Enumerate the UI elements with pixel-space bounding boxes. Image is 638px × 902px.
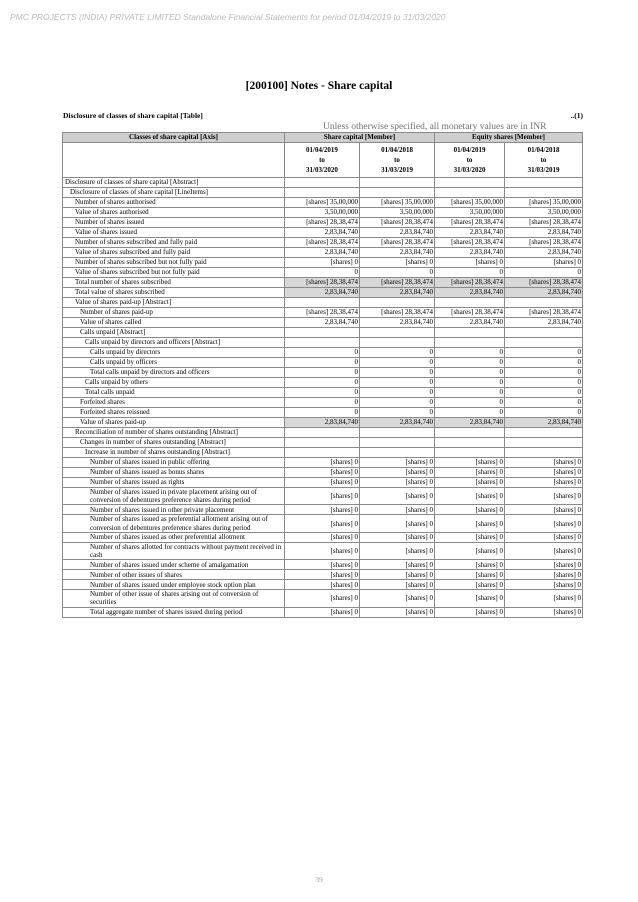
row-value: [shares] 0 [360, 478, 435, 488]
table-row [63, 288, 583, 298]
table-row [63, 368, 583, 378]
row-value: 2,83,84,740 [360, 318, 435, 328]
table-row [63, 428, 583, 438]
row-value: 2,83,84,740 [435, 318, 505, 328]
table-row [63, 268, 583, 278]
row-value [285, 298, 360, 308]
row-value: [shares] 0 [435, 607, 505, 617]
table-row [63, 580, 583, 590]
date-header: 01/04/2019 to 31/03/2020 [285, 143, 360, 178]
row-value [360, 178, 435, 188]
row-label: Value of shares issued [63, 228, 285, 238]
row-value: [shares] 0 [285, 505, 360, 515]
table-row [63, 248, 583, 258]
table-row [63, 478, 583, 488]
row-label: Number of shares issued in private placement arising out of conversion of debentures preference shares during period [63, 488, 285, 505]
table-row [63, 178, 583, 188]
row-value: 3,50,00,000 [505, 208, 583, 218]
row-value: 0 [360, 388, 435, 398]
row-value: 3,50,00,000 [360, 208, 435, 218]
row-label: Number of shares issued as preferential allotment arising out of conversion of debentures preference shares during period [63, 515, 285, 532]
table-row [63, 348, 583, 358]
table-row [63, 398, 583, 408]
row-value [285, 448, 360, 458]
row-value: 0 [435, 408, 505, 418]
row-value: 2,83,84,740 [505, 248, 583, 258]
row-value: [shares] 0 [285, 590, 360, 607]
row-value: 0 [435, 358, 505, 368]
row-value: [shares] 28,38,474 [505, 308, 583, 318]
row-value: [shares] 0 [435, 258, 505, 268]
row-value: [shares] 0 [505, 468, 583, 478]
row-value [285, 438, 360, 448]
table-row [63, 418, 583, 428]
row-label: Value of shares called [63, 318, 285, 328]
row-label: Total calls unpaid [63, 388, 285, 398]
row-value [285, 328, 360, 338]
date-header: 01/04/2019 to 31/03/2020 [435, 143, 505, 178]
row-value: 2,83,84,740 [360, 248, 435, 258]
row-label: Value of shares paid-up [63, 418, 285, 428]
row-value: [shares] 28,38,474 [435, 218, 505, 228]
row-value [435, 338, 505, 348]
row-value: 0 [505, 398, 583, 408]
row-value: 0 [360, 368, 435, 378]
table-row [63, 408, 583, 418]
row-label: Number of shares allotted for contracts without payment received in cash [63, 542, 285, 559]
table-row [63, 488, 583, 505]
table-row [63, 532, 583, 542]
row-value [505, 188, 583, 198]
row-label: Calls unpaid [Abstract] [63, 328, 285, 338]
row-value: [shares] 0 [285, 607, 360, 617]
row-value: [shares] 0 [360, 468, 435, 478]
row-label: Total value of shares subscribed [63, 288, 285, 298]
row-value [360, 428, 435, 438]
row-label: Calls unpaid by officers [63, 358, 285, 368]
row-value: [shares] 0 [435, 515, 505, 532]
row-value: [shares] 0 [360, 590, 435, 607]
row-value: [shares] 0 [435, 488, 505, 505]
row-label: Total number of shares subscribed [63, 278, 285, 288]
row-label: Disclosure of classes of share capital [LineItems] [63, 188, 285, 198]
row-value: [shares] 28,38,474 [285, 278, 360, 288]
row-value: [shares] 0 [505, 515, 583, 532]
row-label: Total calls unpaid by directors and officers [63, 368, 285, 378]
row-value [435, 438, 505, 448]
table-row [63, 607, 583, 617]
row-value: 2,83,84,740 [360, 228, 435, 238]
row-value: [shares] 28,38,474 [360, 278, 435, 288]
row-label: Total aggregate number of shares issued during period [63, 607, 285, 617]
table-row [63, 542, 583, 559]
row-value: [shares] 35,00,000 [435, 198, 505, 208]
row-value: [shares] 0 [505, 488, 583, 505]
table-row [63, 238, 583, 248]
row-value: 2,83,84,740 [285, 318, 360, 328]
row-label: Number of shares issued as rights [63, 478, 285, 488]
row-value: 0 [505, 408, 583, 418]
row-value: 0 [505, 378, 583, 388]
row-label: Increase in number of shares outstanding [Abstract] [63, 448, 285, 458]
table-row [63, 515, 583, 532]
row-value: [shares] 0 [435, 570, 505, 580]
row-value: [shares] 0 [435, 560, 505, 570]
row-value: [shares] 0 [285, 532, 360, 542]
row-value [360, 448, 435, 458]
table-row [63, 560, 583, 570]
row-value: [shares] 28,38,474 [285, 308, 360, 318]
table-caption: Disclosure of classes of share capital [Table] [63, 111, 203, 120]
row-value: [shares] 0 [435, 458, 505, 468]
row-value: [shares] 35,00,000 [285, 198, 360, 208]
row-value: 0 [285, 378, 360, 388]
currency-note: Unless otherwise specified, all monetary values are in INR [323, 122, 547, 132]
row-value: [shares] 0 [285, 478, 360, 488]
row-value: 0 [285, 388, 360, 398]
row-label: Value of shares subscribed but not fully paid [63, 268, 285, 278]
row-value [505, 328, 583, 338]
row-value: [shares] 28,38,474 [435, 278, 505, 288]
table-row [63, 188, 583, 198]
row-label: Disclosure of classes of share capital [Abstract] [63, 178, 285, 188]
row-value: 2,83,84,740 [505, 318, 583, 328]
row-value [505, 178, 583, 188]
row-value: [shares] 28,38,474 [505, 238, 583, 248]
table-row [63, 590, 583, 607]
table-row [63, 358, 583, 368]
row-value [505, 338, 583, 348]
row-value [505, 448, 583, 458]
row-value: [shares] 0 [360, 560, 435, 570]
row-label: Number of shares subscribed and fully paid [63, 238, 285, 248]
row-value: [shares] 0 [435, 505, 505, 515]
row-value [360, 338, 435, 348]
row-value: [shares] 0 [435, 532, 505, 542]
date-header-blank [63, 143, 285, 178]
row-value: [shares] 0 [285, 515, 360, 532]
table-row [63, 570, 583, 580]
row-value: [shares] 0 [285, 580, 360, 590]
row-value: [shares] 0 [435, 542, 505, 559]
row-value: [shares] 0 [360, 580, 435, 590]
group-header-share-capital: Share capital [Member] [285, 133, 435, 143]
page-title: [200100] Notes - Share capital [245, 80, 393, 92]
row-value: [shares] 0 [360, 532, 435, 542]
row-value: 2,83,84,740 [285, 288, 360, 298]
row-label: Reconciliation of number of shares outstanding [Abstract] [63, 428, 285, 438]
row-value: 0 [435, 388, 505, 398]
row-value [285, 428, 360, 438]
row-value: 0 [360, 348, 435, 358]
row-value: 0 [285, 408, 360, 418]
row-label: Number of shares issued as other preferential allotment [63, 532, 285, 542]
row-label: Number of other issue of shares arising out of conversion of securities [63, 590, 285, 607]
table-row [63, 308, 583, 318]
row-value [285, 188, 360, 198]
table-reference: ..(1) [570, 111, 583, 120]
row-value: 2,83,84,740 [435, 418, 505, 428]
row-label: Forfeited shares reissued [63, 408, 285, 418]
row-label: Forfeited shares [63, 398, 285, 408]
row-value: 0 [435, 348, 505, 358]
row-value: [shares] 0 [505, 580, 583, 590]
row-value [435, 178, 505, 188]
row-label: Number of shares issued under employee stock option plan [63, 580, 285, 590]
row-label: Number of shares issued as bonus shares [63, 468, 285, 478]
row-value: 0 [505, 388, 583, 398]
document-header: PMC PROJECTS (INDIA) PRIVATE LIMITED Standalone Financial Statements for period 01/04/2019 to 31/03/2020 [10, 12, 446, 22]
row-label: Changes in number of shares outstanding [Abstract] [63, 438, 285, 448]
row-value: [shares] 28,38,474 [360, 218, 435, 228]
row-label: Value of shares paid-up [Abstract] [63, 298, 285, 308]
row-label: Value of shares authorised [63, 208, 285, 218]
row-value: 0 [360, 378, 435, 388]
row-value: [shares] 0 [435, 580, 505, 590]
row-value: [shares] 0 [505, 570, 583, 580]
row-value: 3,50,00,000 [435, 208, 505, 218]
row-value: 0 [435, 268, 505, 278]
row-value: [shares] 0 [285, 570, 360, 580]
row-value: 2,83,84,740 [505, 288, 583, 298]
table-row [63, 208, 583, 218]
row-value: [shares] 0 [360, 515, 435, 532]
table-row [63, 378, 583, 388]
row-value [360, 298, 435, 308]
table-row [63, 298, 583, 308]
row-value: [shares] 0 [285, 258, 360, 268]
row-value: 0 [505, 348, 583, 358]
row-value: 2,83,84,740 [360, 418, 435, 428]
row-value: 2,83,84,740 [285, 228, 360, 238]
row-value: [shares] 28,38,474 [505, 278, 583, 288]
row-label: Calls unpaid by others [63, 378, 285, 388]
row-label: Number of shares subscribed but not fully paid [63, 258, 285, 268]
row-value: 0 [285, 348, 360, 358]
row-value: 0 [360, 268, 435, 278]
row-value: 0 [360, 408, 435, 418]
row-label: Number of shares authorised [63, 198, 285, 208]
row-value [360, 328, 435, 338]
axis-header: Classes of share capital [Axis] [63, 133, 285, 143]
row-value: [shares] 0 [285, 542, 360, 559]
table-row [63, 328, 583, 338]
row-value: [shares] 0 [285, 468, 360, 478]
row-value: [shares] 0 [435, 590, 505, 607]
table-row [63, 278, 583, 288]
row-value: 2,83,84,740 [435, 228, 505, 238]
row-value: [shares] 0 [360, 542, 435, 559]
row-value: 0 [505, 268, 583, 278]
row-value: 2,83,84,740 [285, 418, 360, 428]
row-value: 2,83,84,740 [360, 288, 435, 298]
table-row [63, 388, 583, 398]
row-value [505, 298, 583, 308]
row-value: [shares] 0 [360, 570, 435, 580]
row-value: [shares] 0 [285, 458, 360, 468]
row-value: 0 [285, 358, 360, 368]
row-label: Number of shares paid-up [63, 308, 285, 318]
table-row [63, 258, 583, 268]
table-row [63, 318, 583, 328]
row-label: Value of shares subscribed and fully paid [63, 248, 285, 258]
table-row [63, 448, 583, 458]
row-value [505, 438, 583, 448]
row-value: 3,50,00,000 [285, 208, 360, 218]
row-label: Calls unpaid by directors and officers [Abstract] [63, 338, 285, 348]
row-value: [shares] 28,38,474 [285, 238, 360, 248]
row-value: 0 [435, 368, 505, 378]
row-value [435, 328, 505, 338]
row-value: [shares] 0 [285, 560, 360, 570]
row-value: 0 [360, 358, 435, 368]
row-value: [shares] 28,38,474 [505, 218, 583, 228]
row-value: 2,83,84,740 [285, 248, 360, 258]
row-label: Number of other issues of shares [63, 570, 285, 580]
row-value: [shares] 0 [505, 505, 583, 515]
row-value: 2,83,84,740 [435, 248, 505, 258]
row-value: 0 [505, 358, 583, 368]
row-value: [shares] 0 [285, 488, 360, 505]
table-row [63, 338, 583, 348]
date-header: 01/04/2018 to 31/03/2019 [505, 143, 583, 178]
row-value: [shares] 0 [505, 258, 583, 268]
row-value: [shares] 0 [505, 560, 583, 570]
row-value [360, 188, 435, 198]
share-capital-table [62, 132, 583, 618]
row-value: [shares] 35,00,000 [360, 198, 435, 208]
row-value: [shares] 0 [505, 458, 583, 468]
row-value [360, 438, 435, 448]
row-value: [shares] 0 [505, 607, 583, 617]
row-value: 0 [435, 378, 505, 388]
row-value: [shares] 35,00,000 [505, 198, 583, 208]
row-value: [shares] 28,38,474 [360, 308, 435, 318]
row-value [505, 428, 583, 438]
row-label: Number of shares issued in other private placement [63, 505, 285, 515]
row-value [285, 338, 360, 348]
table-row [63, 438, 583, 448]
row-value: 2,83,84,740 [505, 418, 583, 428]
row-value: [shares] 0 [360, 505, 435, 515]
row-label: Number of shares issued in public offering [63, 458, 285, 468]
row-value: [shares] 28,38,474 [435, 308, 505, 318]
row-value: 2,83,84,740 [435, 288, 505, 298]
row-value [435, 428, 505, 438]
row-value: [shares] 0 [435, 478, 505, 488]
row-value: [shares] 0 [505, 478, 583, 488]
row-value [285, 178, 360, 188]
row-value: 0 [435, 398, 505, 408]
row-value: [shares] 0 [505, 532, 583, 542]
row-value: 0 [285, 368, 360, 378]
row-value: [shares] 0 [360, 607, 435, 617]
table-row [63, 468, 583, 478]
date-header: 01/04/2018 to 31/03/2019 [360, 143, 435, 178]
row-label: Number of shares issued under scheme of amalgamation [63, 560, 285, 570]
row-value: [shares] 0 [505, 590, 583, 607]
row-value: [shares] 0 [360, 488, 435, 505]
row-value: 0 [505, 368, 583, 378]
row-label: Calls unpaid by directors [63, 348, 285, 358]
row-value: [shares] 28,38,474 [285, 218, 360, 228]
table-row [63, 505, 583, 515]
table-row [63, 228, 583, 238]
table-row [63, 218, 583, 228]
row-value: 0 [285, 398, 360, 408]
row-value: 0 [360, 398, 435, 408]
row-value [435, 448, 505, 458]
row-value: [shares] 0 [505, 542, 583, 559]
table-row [63, 458, 583, 468]
row-value: [shares] 0 [360, 458, 435, 468]
group-header-equity-shares: Equity shares [Member] [435, 133, 583, 143]
row-value: 0 [285, 268, 360, 278]
row-value: [shares] 28,38,474 [435, 238, 505, 248]
page-number: 39 [315, 875, 323, 884]
table-row [63, 198, 583, 208]
row-value [435, 298, 505, 308]
row-value: [shares] 0 [360, 258, 435, 268]
row-value [435, 188, 505, 198]
row-value: [shares] 28,38,474 [360, 238, 435, 248]
row-label: Number of shares issued [63, 218, 285, 228]
row-value: 2,83,84,740 [505, 228, 583, 238]
row-value: [shares] 0 [435, 468, 505, 478]
